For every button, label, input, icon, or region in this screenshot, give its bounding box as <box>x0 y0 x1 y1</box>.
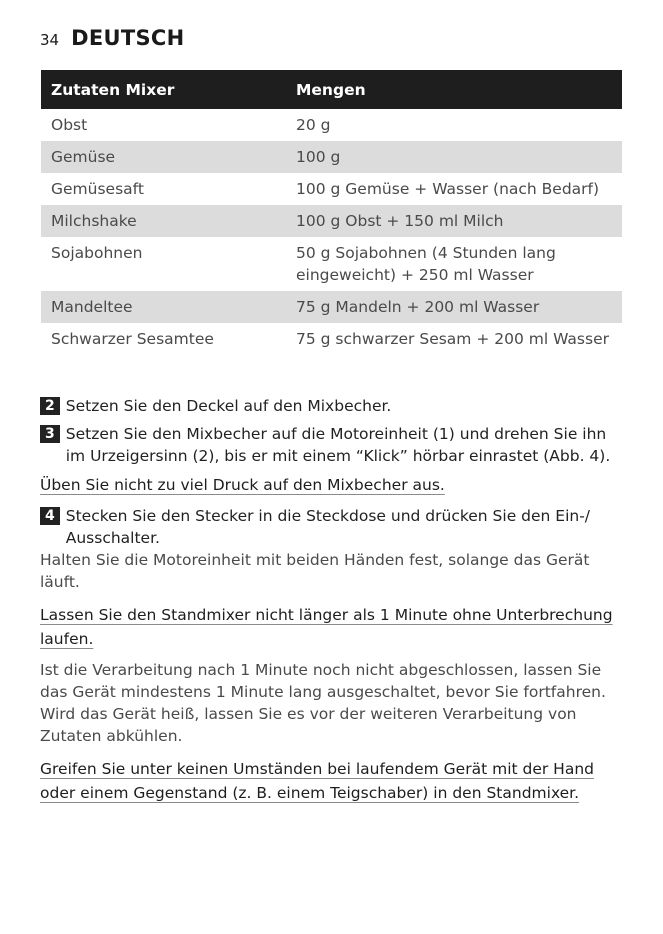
section-title: DEUTSCH <box>71 26 185 50</box>
amount-cell: 100 g Gemüse + Wasser (nach Bedarf) <box>296 180 600 198</box>
step-4 <box>40 505 628 549</box>
page-header <box>40 26 184 50</box>
amount-cell: 100 g Obst + 150 ml Milch <box>286 205 622 237</box>
step-text: Setzen Sie den Deckel auf den Mixbecher. <box>65 397 392 415</box>
note-hold: Halten Sie die Motoreinheit mit beiden Händen fest, solange das Gerät läuft. <box>40 551 590 591</box>
amount-cell: 20 g <box>296 116 331 134</box>
page-number: 34 <box>40 31 60 49</box>
step-text: Stecken Sie den Stecker in die Steckdose und drücken Sie den Ein-/ Ausschalter. <box>65 507 591 547</box>
ingredient-cell: Gemüsesaft <box>51 180 144 198</box>
warning-duration: Lassen Sie den Standmixer nicht länger als 1 Minute ohne Unterbrechung laufen. <box>40 606 613 648</box>
ingredient-cell: Milchshake <box>41 205 286 237</box>
ingredients-table <box>41 70 622 355</box>
table-row <box>41 291 622 323</box>
warning-pressure: Üben Sie nicht zu viel Druck auf den Mixbecher aus. <box>40 476 445 494</box>
column-header-amounts: Mengen <box>286 70 622 109</box>
amount-cell: 50 g Sojabohnen (4 Stunden lang eingeweicht) + 250 ml Wasser <box>296 244 556 284</box>
note-cooldown: Ist die Verarbeitung nach 1 Minute noch nicht abgeschlossen, lassen Sie das Gerät mindestens 1 Minute lang ausgeschaltet, bevor Sie fortfahren. Wird das Gerät heiß, lassen Sie es vor der weiteren Verarbeitung von Zutaten abkühlen. <box>40 661 606 745</box>
amount-cell: 75 g Mandeln + 200 ml Wasser <box>286 291 622 323</box>
table-row <box>41 237 622 291</box>
ingredient-cell: Schwarzer Sesamtee <box>51 330 214 348</box>
ingredient-cell: Gemüse <box>41 141 286 173</box>
ingredient-cell: Mandeltee <box>41 291 286 323</box>
ingredient-cell: Sojabohnen <box>51 244 143 262</box>
table-header-row <box>41 70 622 109</box>
ingredient-cell: Obst <box>51 116 88 134</box>
step-2 <box>40 395 628 417</box>
amount-cell: 75 g schwarzer Sesam + 200 ml Wasser <box>296 330 609 348</box>
table-row <box>41 141 622 173</box>
step-3 <box>40 423 628 467</box>
step-number-badge: 4 <box>40 507 60 525</box>
table-row <box>41 205 622 237</box>
step-text: Setzen Sie den Mixbecher auf die Motoreinheit (1) und drehen Sie ihn im Urzeigersinn (2), bis er mit einem “Klick” hörbar einrastet (Abb. 4). <box>65 425 611 465</box>
warning-hands: Greifen Sie unter keinen Umständen bei laufendem Gerät mit der Hand oder einem Gegenstand (z. B. einem Teigschaber) in den Standmixer. <box>40 760 594 802</box>
amount-cell: 100 g <box>286 141 622 173</box>
step-number-badge: 3 <box>40 425 60 443</box>
column-header-ingredients: Zutaten Mixer <box>41 70 286 109</box>
table-row <box>41 109 622 141</box>
table-row <box>41 173 622 205</box>
instructions <box>40 395 628 813</box>
table-row <box>41 323 622 355</box>
step-number-badge: 2 <box>40 397 60 415</box>
